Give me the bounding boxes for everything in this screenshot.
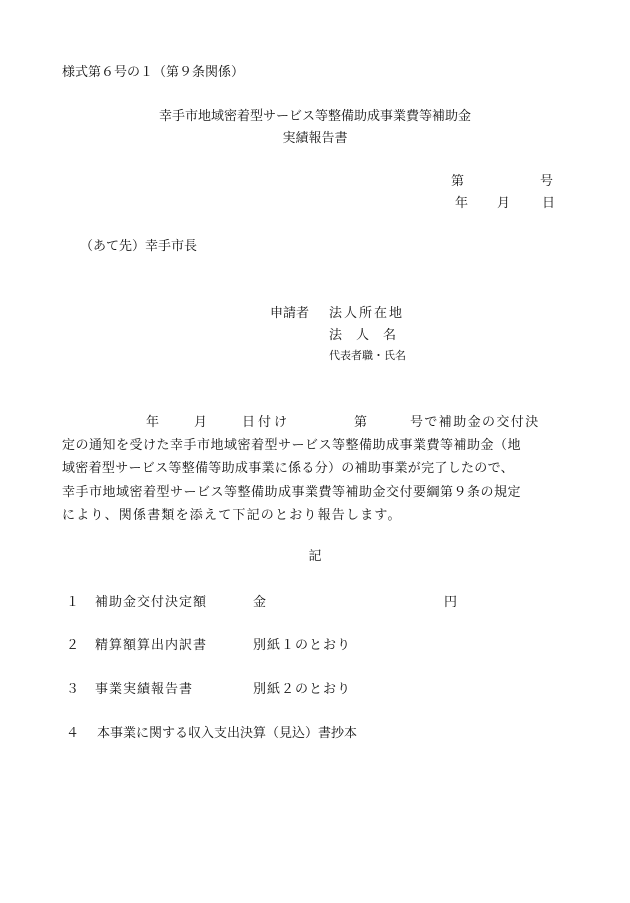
document-title: 幸手市地域密着型サービス等整備助成事業費等補助金 xyxy=(158,109,471,124)
list-item xyxy=(0,683,630,699)
form-number: 様式第６号の１（第９条関係） xyxy=(62,65,245,80)
item-label: 補助金交付決定額 xyxy=(95,595,208,610)
body-number-prefix: 第 xyxy=(354,415,368,430)
document-number-suffix: 号 xyxy=(540,174,554,189)
applicant-label: 申請者 xyxy=(270,306,310,321)
applicant-representative-label: 代表者職・氏名 xyxy=(329,349,406,362)
item-number: １ xyxy=(66,595,80,610)
item-number: ２ xyxy=(66,638,80,653)
item-number: ４ xyxy=(66,726,80,741)
item-value: 別紙２のとおり xyxy=(253,682,352,697)
applicant-corp-name-label: 法人名 xyxy=(329,328,411,343)
body-year-label: 年 xyxy=(146,415,160,430)
item-label: 本事業に関する収入支出決算（見込）書抄本 xyxy=(97,726,358,741)
list-item xyxy=(0,727,630,743)
list-item xyxy=(0,639,630,655)
addressee: （あて先）幸手市長 xyxy=(80,239,198,254)
item-value: 別紙１のとおり xyxy=(253,638,352,653)
date-month-label: 月 xyxy=(497,196,511,211)
document-number-label: 第 xyxy=(451,174,465,189)
document-subtitle: 実績報告書 xyxy=(282,131,348,146)
body-dated-label: 日付け xyxy=(242,415,291,430)
body-line-2: 定の通知を受けた幸手市地域密着型サービス等整備助成事業費等補助金（地 xyxy=(62,438,522,453)
list-item xyxy=(0,596,630,612)
item-label: 精算額算出内訳書 xyxy=(95,638,208,653)
date-day-label: 日 xyxy=(542,196,556,211)
body-line-4: 幸手市地域密着型サービス等整備助成事業費等補助金交付要綱第９条の規定 xyxy=(62,485,522,500)
body-number-rest: 号で補助金の交付決 xyxy=(410,415,540,430)
body-month-label: 月 xyxy=(194,415,208,430)
ki-heading: 記 xyxy=(308,549,322,564)
body-line-5: により、関係書類を添えて下記のとおり報告します。 xyxy=(62,508,402,523)
item-number: ３ xyxy=(66,682,80,697)
item-value: 金 xyxy=(253,595,268,610)
applicant-address-label: 法人所在地 xyxy=(329,306,405,321)
body-line-3: 域密着型サービス等整備等助成事業に係る分）の補助事業が完了したので、 xyxy=(62,461,514,476)
item-label: 事業実績報告書 xyxy=(95,682,194,697)
date-year-label: 年 xyxy=(455,196,469,211)
item-unit: 円 xyxy=(444,595,458,610)
